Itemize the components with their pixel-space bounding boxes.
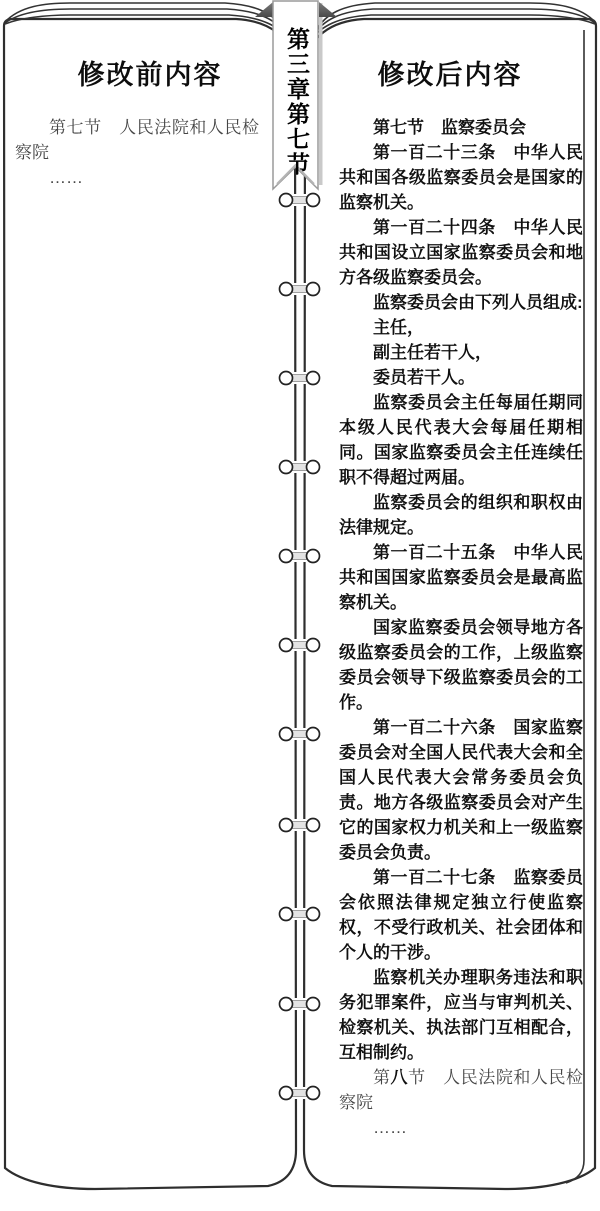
before-header: 修改前内容 [77,60,223,90]
text-line: 务犯罪案件，应当与审判机关、 [339,993,583,1012]
text-line: 法律规定。 [339,518,424,537]
after-header: 修改后内容 [377,60,523,90]
text-line: 职不得超过两届。 [339,468,475,487]
text-line: 共和国设立国家监察委员会和地 [339,243,583,262]
chapter-ribbon-label: 第三章第七节 [284,27,310,177]
text-line: 检察机关、执法部门互相配合， [339,1018,583,1037]
text-line: 察机关。 [339,593,407,612]
text-line: 第一百二十六条 国家监察 [373,718,583,737]
text-line: 作。 [339,693,373,712]
text-line: 同。国家监察委员会主任连续任 [339,443,583,462]
text-line: 委员会对全国人民代表大会和全 [339,743,583,762]
text-line: 监察机关。 [339,193,424,212]
text-line: 本级人民代表大会每届任期相 [339,418,583,437]
text-line: 监察机关办理职务违法和职 [373,968,583,987]
text-line: 副主任若干人， [373,343,492,362]
text-line: 监察委员会主任每届任期同 [373,393,583,412]
text-line: 第七节 人民法院和人民检 [49,118,259,137]
text-line: 第七节 监察委员会 [373,118,526,137]
ribbon-shadow [319,3,323,185]
text-line: 监察委员会的组织和职权由 [373,493,583,512]
after-content [339,115,583,1140]
text-line: 察院 [339,1093,373,1112]
text-line: …… [373,1118,407,1137]
text-run: 八 [390,1068,409,1087]
text-run: 节 人民法院和人民检 [408,1068,584,1087]
text-line: 委员会负责。 [339,843,441,862]
text-line: 权，不受行政机关、社会团体和 [339,918,583,937]
text-line: 级监察委员会的工作，上级监察 [339,643,583,662]
text-line [339,1065,583,1090]
text-line: 共和国国家监察委员会是最高监 [339,568,583,587]
text-line: 察院 [15,143,49,162]
text-line: 国家监察委员会领导地方各 [373,618,583,637]
text-run: 第 [373,1068,391,1087]
text-line: 个人的干涉。 [339,943,441,962]
text-line: 委员若干人。 [373,368,475,387]
text-line: 第一百二十五条 中华人民 [373,543,583,562]
text-line: 第一百二十三条 中华人民 [373,143,583,162]
text-line: 监察委员会由下列人员组成: [373,293,583,312]
left-page-outline [4,19,296,1189]
before-content [15,115,259,190]
text-line: 会依照法律规定独立行使监察 [339,893,583,912]
text-line: …… [49,168,83,187]
text-line: 责。地方各级监察委员会对产生 [339,793,583,812]
text-line: 国人民代表大会常务委员会负 [339,768,583,787]
text-line: 共和国各级监察委员会是国家的 [339,168,583,187]
text-line: 互相制约。 [339,1043,424,1062]
text-line: 它的国家权力机关和上一级监察 [339,818,583,837]
text-line: 主任， [373,318,424,337]
text-line: 第一百二十七条 监察委员 [373,868,583,887]
text-line: 委员会领导下级监察委员会的工 [339,668,583,687]
text-line: 第一百二十四条 中华人民 [373,218,583,237]
text-line: 方各级监察委员会。 [339,268,492,287]
